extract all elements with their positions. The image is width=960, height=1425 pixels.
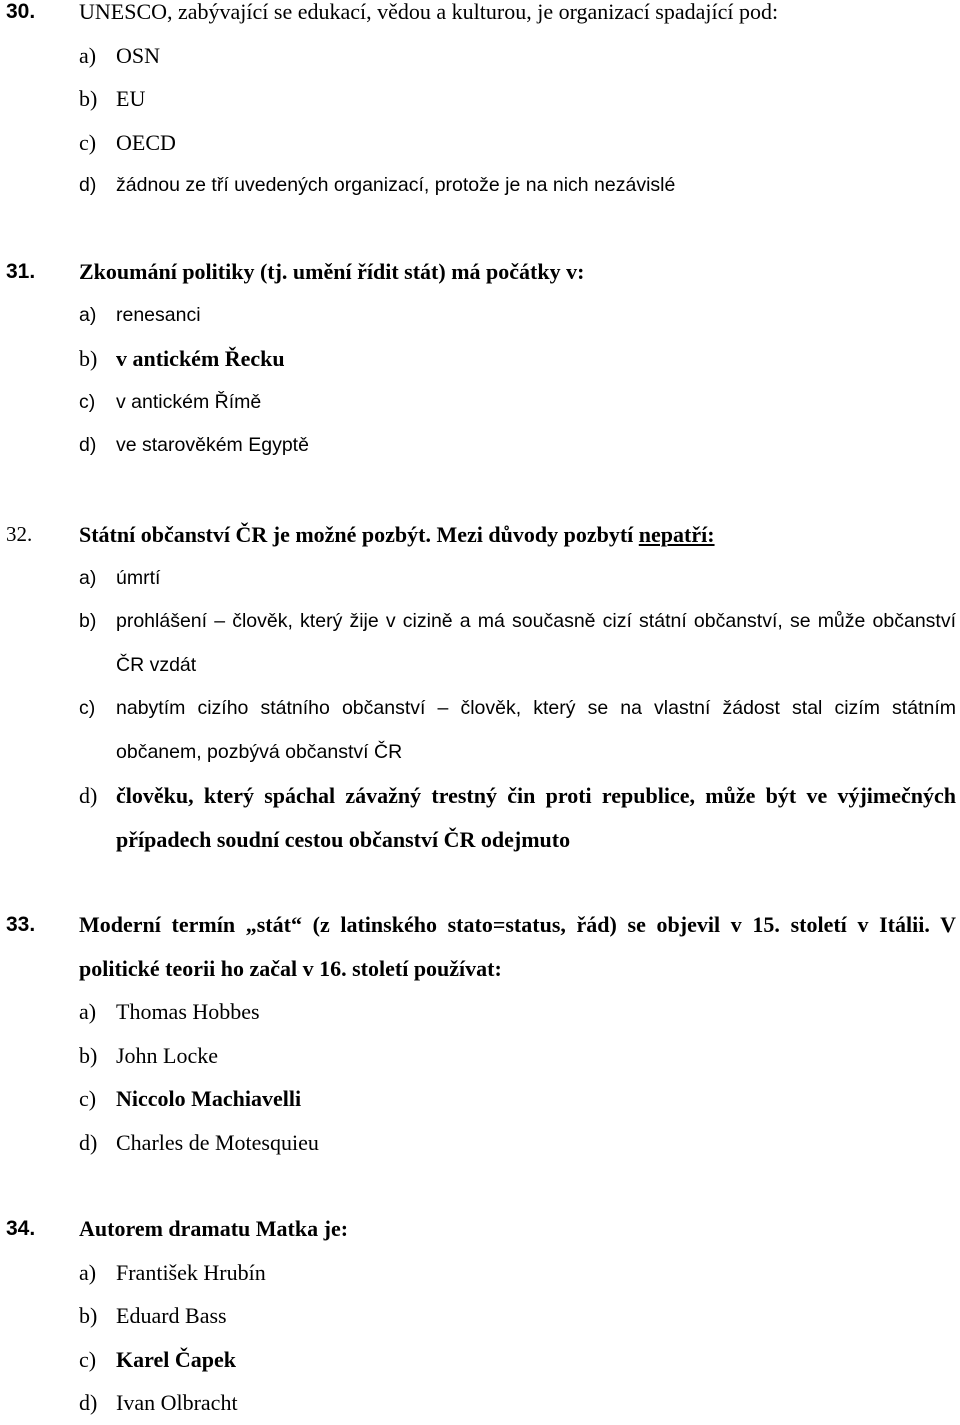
question-31 bbox=[0, 250, 960, 468]
option-letter: b) bbox=[79, 86, 98, 111]
option-letter: c) bbox=[79, 1346, 97, 1372]
option-letter: b) bbox=[79, 1303, 98, 1328]
option-text: žádnou ze tří uvedených organizací, protože je na nich nezávislé bbox=[116, 174, 676, 196]
option-b[interactable] bbox=[0, 600, 956, 687]
option-letter: b) bbox=[79, 610, 97, 632]
question-34 bbox=[0, 1207, 960, 1425]
option-letter: a) bbox=[79, 1259, 97, 1285]
option-text: nabytím cizího státního občanství – člověk, který se na vlastní žádost stal cizím státním občanem, pozbývá občanství ČR bbox=[116, 697, 956, 763]
option-text: ve starověkém Egyptě bbox=[116, 434, 309, 456]
question-text bbox=[79, 513, 956, 557]
question-text-main: Státní občanství ČR je možné pozbýt. Mezi důvody pozbytí bbox=[79, 522, 639, 547]
answer-options bbox=[0, 34, 960, 208]
question-33 bbox=[0, 903, 960, 1164]
option-letter: d) bbox=[79, 1129, 98, 1155]
option-a[interactable] bbox=[0, 294, 956, 338]
question-number: 34. bbox=[6, 1217, 36, 1240]
option-letter: a) bbox=[79, 566, 97, 589]
option-text: prohlášení – člověk, který žije v cizině a má současně cizí státní občanství, se může občanství ČR vzdát bbox=[116, 610, 956, 676]
option-b[interactable] bbox=[0, 1294, 956, 1338]
option-letter: b) bbox=[79, 1042, 98, 1068]
option-letter: a) bbox=[79, 42, 97, 68]
option-text: Charles de Motesquieu bbox=[116, 1129, 319, 1155]
option-c[interactable] bbox=[0, 381, 956, 425]
option-text: v antickém Římě bbox=[116, 390, 262, 413]
option-letter: c) bbox=[79, 129, 97, 155]
option-letter: c) bbox=[79, 390, 96, 413]
option-text: Niccolo Machiavelli bbox=[116, 1086, 302, 1111]
option-d[interactable] bbox=[0, 164, 956, 208]
option-c[interactable] bbox=[0, 1338, 956, 1382]
option-c[interactable] bbox=[0, 121, 956, 165]
option-a[interactable] bbox=[0, 990, 956, 1034]
option-letter: b) bbox=[79, 346, 98, 371]
option-text: Eduard Bass bbox=[116, 1303, 227, 1328]
option-text: František Hrubín bbox=[116, 1259, 266, 1285]
option-text: Thomas Hobbes bbox=[116, 999, 260, 1024]
answer-options bbox=[0, 557, 960, 862]
question-text: Autorem dramatu Matka je: bbox=[79, 1216, 349, 1241]
option-text: renesanci bbox=[116, 303, 201, 326]
option-text: člověku, který spáchal závažný trestný čin proti republice, může být ve výjimečných případech soudní cestou občanství ČR odejmuto bbox=[116, 783, 956, 852]
question-30 bbox=[0, 0, 960, 208]
option-letter: c) bbox=[79, 697, 96, 719]
answer-options bbox=[0, 990, 960, 1164]
question-number: 33. bbox=[6, 913, 36, 936]
question-text: Moderní termín „stát“ (z latinského stato=status, řád) se objevil v 15. století v Itálii. V politické teorii ho začal v 16. století používat: bbox=[79, 912, 956, 981]
question-number: 30. bbox=[6, 0, 36, 23]
option-text: EU bbox=[116, 86, 146, 111]
answer-options bbox=[0, 1251, 960, 1425]
option-letter: d) bbox=[79, 783, 98, 808]
option-c[interactable] bbox=[0, 1077, 956, 1121]
option-text: Ivan Olbracht bbox=[116, 1390, 238, 1415]
question-text: Zkoumání politiky (tj. umění řídit stát) má počátky v: bbox=[79, 259, 585, 284]
option-text: úmrtí bbox=[116, 566, 161, 589]
question-text: UNESCO, zabývající se edukací, vědou a kulturou, je organizací spadající pod: bbox=[79, 0, 779, 24]
option-letter: a) bbox=[79, 999, 97, 1024]
option-text: v antickém Řecku bbox=[116, 346, 285, 371]
question-text-underlined: nepatří: bbox=[638, 522, 715, 547]
option-letter: c) bbox=[79, 1086, 97, 1111]
question-number: 31. bbox=[6, 260, 36, 283]
option-a[interactable] bbox=[0, 557, 956, 601]
option-d[interactable] bbox=[0, 1121, 956, 1165]
option-b[interactable] bbox=[0, 77, 956, 121]
answer-options bbox=[0, 294, 960, 468]
option-d[interactable] bbox=[0, 1381, 956, 1425]
option-c[interactable] bbox=[0, 687, 956, 774]
option-text: John Locke bbox=[116, 1042, 219, 1068]
option-letter: d) bbox=[79, 174, 97, 196]
option-text: OSN bbox=[116, 42, 161, 68]
option-d[interactable] bbox=[0, 774, 956, 861]
option-b[interactable] bbox=[0, 337, 956, 381]
option-text: Karel Čapek bbox=[116, 1346, 236, 1372]
question-32 bbox=[0, 513, 960, 861]
option-letter: a) bbox=[79, 303, 97, 326]
question-number: 32. bbox=[6, 522, 33, 546]
option-a[interactable] bbox=[0, 34, 956, 78]
option-letter: d) bbox=[79, 1390, 98, 1415]
option-letter: d) bbox=[79, 434, 97, 456]
option-b[interactable] bbox=[0, 1034, 956, 1078]
option-text: OECD bbox=[116, 129, 176, 155]
option-d[interactable] bbox=[0, 424, 956, 468]
option-a[interactable] bbox=[0, 1251, 956, 1295]
